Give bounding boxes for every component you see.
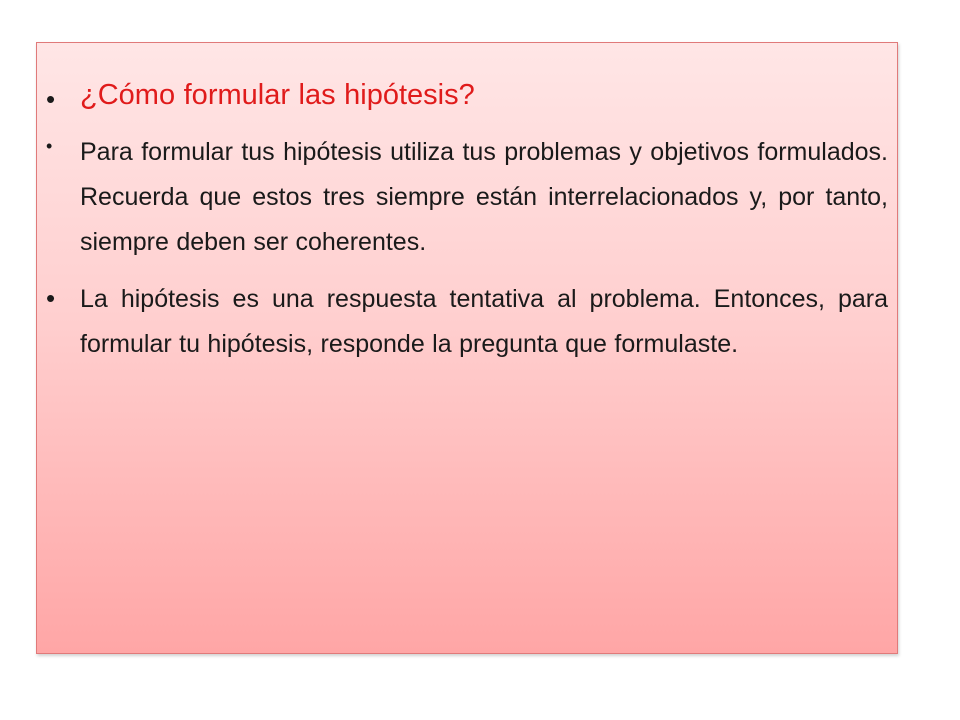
bullet-item-heading bbox=[46, 76, 888, 114]
bullet-item-definition bbox=[46, 277, 888, 367]
definition-text: La hipótesis es una respuesta tentativa al problema. Entonces, para formular tu hipótesis, responde la pregunta que formulaste. bbox=[80, 285, 888, 358]
bullet-marker: • bbox=[46, 136, 53, 156]
bullet-list bbox=[46, 76, 888, 367]
bullet-marker: • bbox=[46, 283, 56, 313]
bullet-marker: • bbox=[46, 84, 56, 114]
bullet-item-instructions bbox=[46, 130, 888, 265]
heading-text: ¿Cómo formular las hipótesis? bbox=[80, 79, 475, 111]
instructions-text: Para formular tus hipótesis utiliza tus problemas y objetivos formulados. Recuerda que estos tres siempre están interrelacionados y, por tanto, siempre deben ser coherentes. bbox=[80, 138, 888, 256]
